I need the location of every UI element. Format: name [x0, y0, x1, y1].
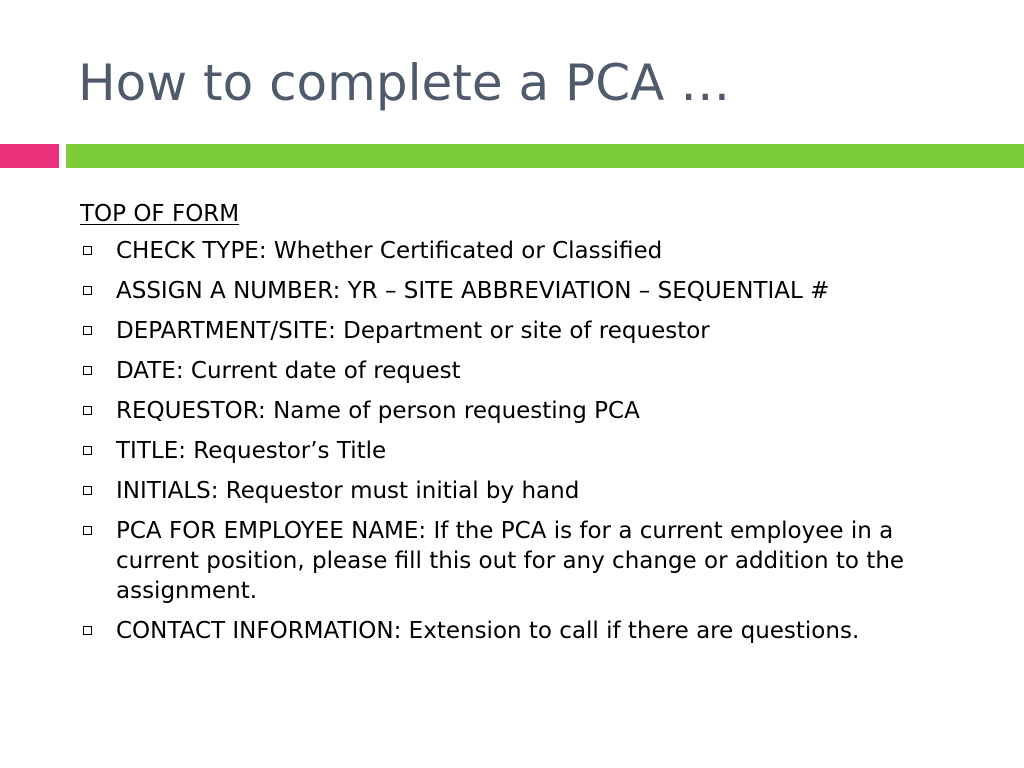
list-item: [80, 476, 980, 506]
list-item-text: PCA FOR EMPLOYEE NAME: If the PCA is for a current employee in a current position, please fill this out for any change or addition to the assignment.: [116, 518, 905, 604]
list-item-text: DEPARTMENT/SITE: Department or site of requestor: [116, 318, 710, 344]
list-item: [80, 236, 980, 266]
slide-title: How to complete a PCA …: [78, 54, 731, 112]
list-item-text: ASSIGN A NUMBER: YR – SITE ABBREVIATION – SEQUENTIAL #: [116, 278, 830, 304]
list-item-text: REQUESTOR: Name of person requesting PCA: [116, 398, 640, 424]
square-bullet-icon: [83, 286, 92, 295]
accent-bar-green: [66, 144, 1024, 168]
list-item: [80, 276, 980, 306]
square-bullet-icon: [83, 406, 92, 415]
square-bullet-icon: [83, 486, 92, 495]
list-item: [80, 356, 980, 386]
square-bullet-icon: [83, 326, 92, 335]
list-item: [80, 436, 980, 466]
list-item: [80, 316, 980, 346]
square-bullet-icon: [83, 366, 92, 375]
list-item: [80, 396, 980, 426]
list-item: [80, 616, 980, 646]
list-item: [80, 516, 980, 606]
list-item-text: CHECK TYPE: Whether Certificated or Classified: [116, 238, 663, 264]
square-bullet-icon: [83, 526, 92, 535]
slide-body: [80, 196, 980, 656]
list-item-text: INITIALS: Requestor must initial by hand: [116, 478, 580, 504]
section-heading: TOP OF FORM: [80, 201, 240, 227]
bullet-list: [80, 236, 980, 646]
list-item-text: DATE: Current date of request: [116, 358, 461, 384]
square-bullet-icon: [83, 246, 92, 255]
list-item-text: CONTACT INFORMATION: Extension to call if there are questions.: [116, 618, 860, 644]
square-bullet-icon: [83, 446, 92, 455]
accent-bar-pink: [0, 144, 59, 168]
square-bullet-icon: [83, 626, 92, 635]
list-item-text: TITLE: Requestor’s Title: [116, 438, 387, 464]
